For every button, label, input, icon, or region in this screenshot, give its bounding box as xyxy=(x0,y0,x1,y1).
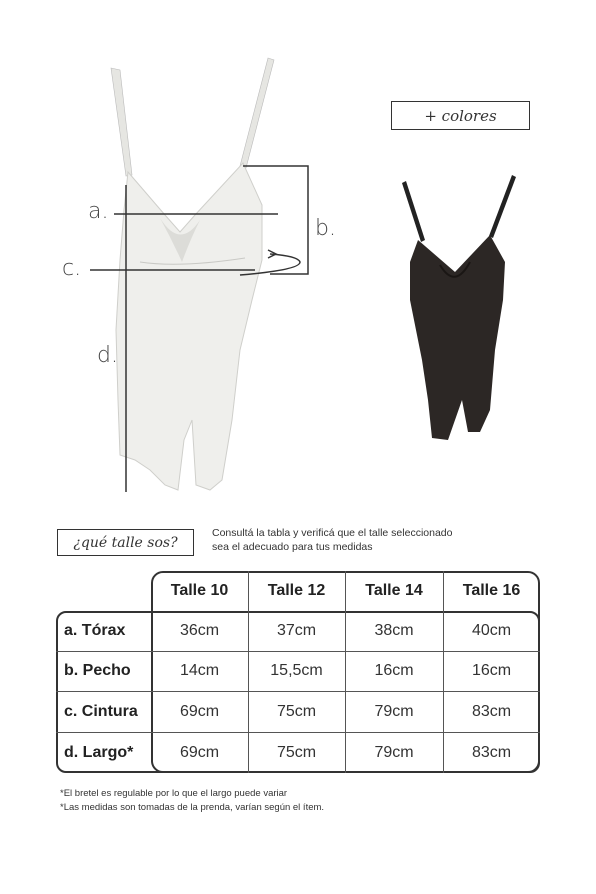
row-label-cintura: c. Cintura xyxy=(64,702,138,720)
white-dress-photo xyxy=(80,55,340,500)
header-talle-14: Talle 14 xyxy=(365,582,423,599)
intro-text xyxy=(212,526,502,554)
table-cell: 40cm xyxy=(471,622,512,639)
measure-label-d: d. xyxy=(97,343,118,368)
measure-label-c: c. xyxy=(62,256,82,281)
table-cell: 36cm xyxy=(179,622,220,639)
left-strap xyxy=(111,68,132,176)
header-talle-10: Talle 10 xyxy=(170,582,229,599)
header-talle-16: Talle 16 xyxy=(462,582,521,599)
row-label-torax: a. Tórax xyxy=(64,622,126,639)
table-cell: 79cm xyxy=(374,743,414,761)
table-cell: 79cm xyxy=(374,702,414,720)
right-strap xyxy=(240,58,274,168)
table-cell: 75cm xyxy=(276,743,317,761)
size-question-box xyxy=(57,529,194,556)
table-cell: 69cm xyxy=(179,743,220,761)
header-talle-12: Talle 12 xyxy=(267,582,326,599)
intro-line-2: sea el adecuado para tus medidas xyxy=(212,541,373,553)
size-question-text: ¿qué talle sos? xyxy=(73,534,178,551)
table-cell: 83cm xyxy=(471,743,512,761)
measure-label-a: a. xyxy=(88,199,109,224)
table-cell: 16cm xyxy=(471,662,512,679)
table-cell: 37cm xyxy=(276,622,317,639)
footnote-measures: *Las medidas son tomadas de la prenda, varían según el ítem. xyxy=(60,802,325,813)
left-strap-black xyxy=(402,181,425,242)
measure-label-b: b. xyxy=(315,216,336,241)
table-cell: 69cm xyxy=(179,702,220,720)
black-dress-photo xyxy=(398,170,520,442)
table-cell: 38cm xyxy=(374,622,414,639)
row-label-pecho: b. Pecho xyxy=(64,662,131,679)
row-label-largo: d. Largo* xyxy=(64,743,134,761)
intro-line-1: Consultá la tabla y verificá que el talle seleccionado xyxy=(212,527,453,539)
more-colors-tag xyxy=(391,101,530,130)
white-dress-body xyxy=(116,163,262,490)
table-cell: 16cm xyxy=(374,662,414,679)
table-cell: 14cm xyxy=(179,662,220,679)
table-cell: 15,5cm xyxy=(270,662,323,679)
footnote-strap: *El bretel es regulable por lo que el largo puede variar xyxy=(60,788,288,799)
table-cell: 75cm xyxy=(276,702,317,720)
black-dress-body xyxy=(410,235,505,440)
more-colors-label: + colores xyxy=(424,106,497,125)
right-strap-black xyxy=(489,175,516,238)
table-cell: 83cm xyxy=(471,702,512,720)
footnotes xyxy=(60,787,324,815)
size-table xyxy=(56,571,540,774)
